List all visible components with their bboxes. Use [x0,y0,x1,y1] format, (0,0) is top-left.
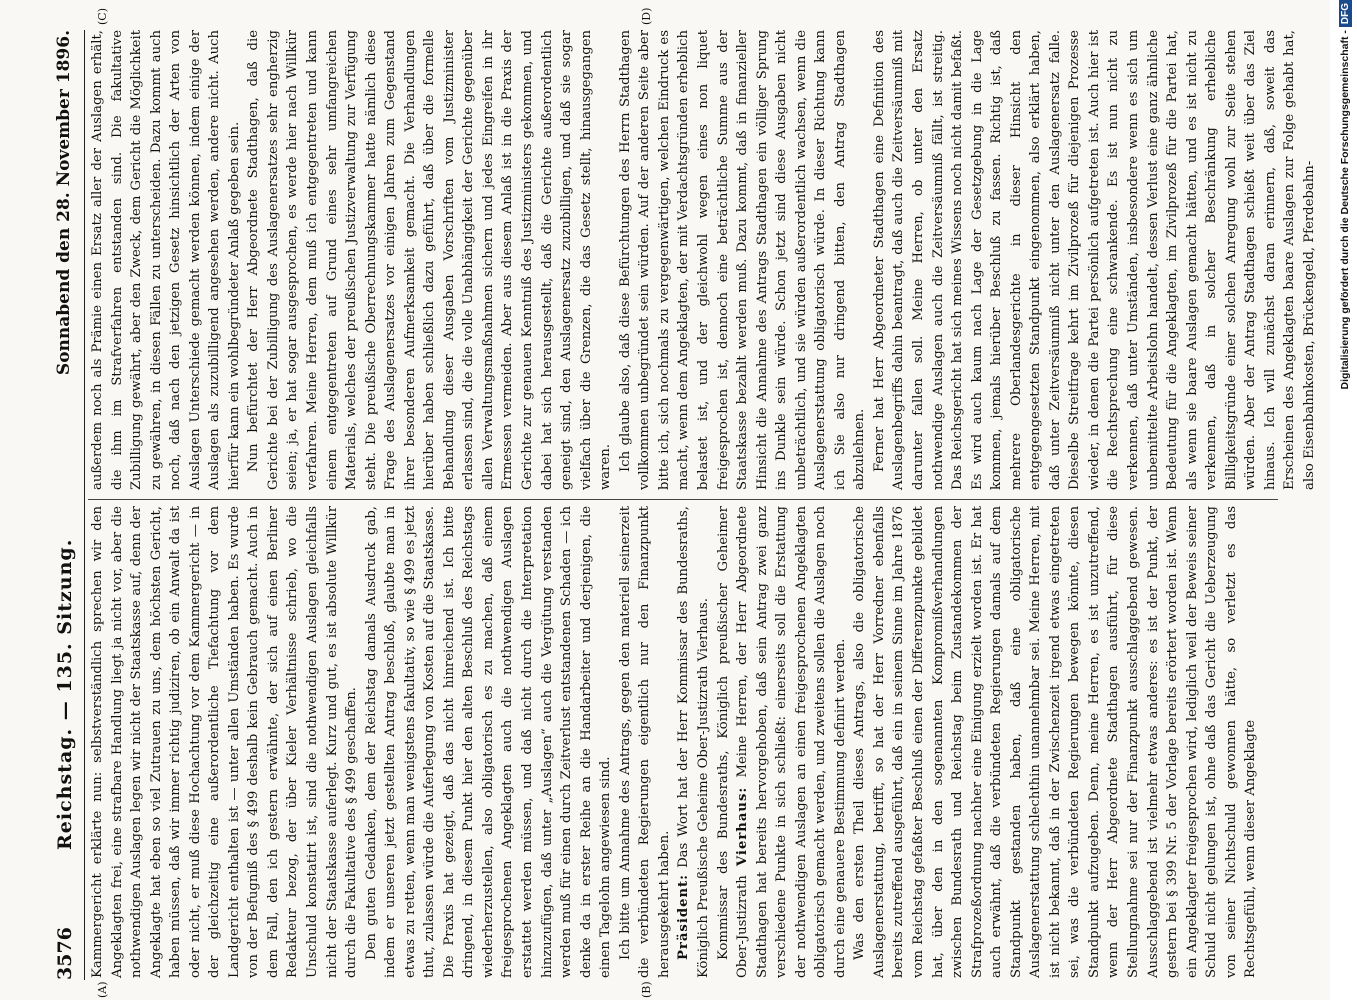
margin-mark-b: (B) [640,981,653,998]
paragraph: Den guten Gedanken, dem der Reichstag damals Ausdruck gab, indem er unseren jetzt gestellten Antrag beschloß, glaubte man in etwas zu retten, wenn man wenigstens fakultativ, so wie § 499 es jetzt thut, zulassen würde die Auferlegung von Kosten auf die Staatskasse. Die Praxis hat gezeigt, daß das nicht hinreichend ist. Ich bitte dringend, in diesem Punkt hier den alten Beschluß des Reichstags wiederherzustellen, also obligatorisch es zu machen, daß einem freigesprochenen Angeklagten auch die nothwendigen Auslagen erstattet werden müssen, und daß nicht durch die Interpretation hinzuzufügen, daß unter „Auslagen“ auch die Vergütung verstanden werden muß für einen durch Zeitverlust entstandenen Schaden — ich denke da in erster Reihe an die Handarbeiter und derjenigen, die einen Tagelohn angewiesen sind. [363,506,614,978]
paragraph: Kommissar des Bundesraths, Königlich preußischer Geheimer Ober-Justizrath Vierhaus: Meine Herren, der Herr Abgeordnete Stadthagen hat bereits hervorgehoben, daß sein Antrag zwei ganz verschiedene Punkte in sich schließt: einerseits soll die Erstattung der nothwendigen Auslagen an einen freigesprochenen Angeklagten obligatorisch gemacht werden, und zweitens sollen die Auslagen noch durch eine genauere Bestimmung definirt werden. [715,506,848,978]
speaker-name: Vierhaus: [735,786,751,867]
margin-mark-d: (D) [640,7,653,25]
margin-mark-a: (A) [96,981,109,998]
paragraph: Nun befürchtet der Herr Abgeordnete Stadthagen, daß die Gerichte bei der Zubilligung des Auslagenersatzes sehr engherzig seien; ja, er hat sogar ausgesprochen, es werde hier nach Willkür verfahren. Meine Herren, dem muß ich entgegentreten und kann einem entgegentreten auf Grund eines sehr umfangreichen Materials, welches der preußischen Justizverwaltung zur Verfügung steht. Die preußische Oberrechnungskammer hatte nämlich diese Frage des Auslagenersatzes vor einigen Jahren zum Gegenstand ihrer besonderen Aufmerksamkeit gemacht. Die Verhandlungen hierüber haben schließlich dazu geführt, daß über die formelle Behandlung dieser Ausgaben Vorschriften vom Justizminister erlassen sind, die die volle Unabhängigkeit der Gerichte gegenüber allen Verwaltungsmaßnahmen sichern und jedes Eingreifen in ihr Ermessen vermeiden. Aber aus diesem Anlaß ist in die Praxis der Gerichte zur genauen Kenntniß des Justizministers gekommen, und dabei hat sich herausgestellt, daß die Gerichte außerordentlich geneigt sind, den Auslagenersatz zuzubilligen, und daß sie sogar vielfach über die Grenzen, die das Gesetz stellt, hinausgegangen waren. [246,30,614,490]
page-title: Reichstag. — 135. Sitzung. [54,538,76,850]
digitization-sidebar [1331,0,1353,1000]
session-date: Sonnabend den 28. November 1896. [54,30,74,376]
left-column [88,506,1278,978]
funding-notice [1334,0,1356,1000]
paragraph: Ich glaube also, daß diese Befürchtungen des Herrn Stadthagen vollkommen unbegründet sein würden. Auf der anderen Seite aber bitte ich, sich nochmals zu vergegenwärtigen, welchen Eindruck es macht, wenn dem Angeklagten, der mit Verdachtsgründen erheblich belastet ist, und der gleichwohl wegen eines non liquet freigesprochen ist, dennoch eine beträchtliche Summe aus der Staatskasse bezahlt werden muß. Dazu kommt, daß in finanzieller Hinsicht die Annahme des Antrags Stadthagen ein völliger Sprung ins Dunkle sein würde. Schon jetzt sind diese Ausgaben nicht unbeträchtlich, und sie würden außerordentlich wachsen, wenn die Auslagenerstattung obligatorisch würde. In dieser Richtung kann ich Sie also nur dringend bitten, den Antrag Stadthagen abzulehnen. [617,30,868,490]
paragraph: Präsident: Das Wort hat der Herr Kommissar des Bundesraths, Königlich Preußische Geheime Ober-Justizrath Vierhaus. [676,506,711,978]
paragraph: Kammergericht erklärte nun: selbstverständlich sprechen wir den Angeklagten frei, eine strafbare Handlung liegt ja nicht vor, aber die nothwendigen Auslagen legen wir nicht der Staatskasse auf, denn der Angeklagte hat eben so viel Zutrauen zu uns, dem höchsten Gericht, haben müssen, daß wir immer richtig judiziren, ob ein Anwalt da ist oder nicht, er muß diese Hochachtung vor dem Kammergericht — in der gleichzeitig eine außerordentliche Tiefachtung vor dem Landgericht enthalten ist — unter allen Umständen haben. Es wurde von der Befugniß des § 499 deshalb kein Gebrauch gemacht. Auch in dem Fall, den ich gestern erwähnte, der sich auf einen Berliner Redakteur bezog, der über Kieler Verhältnisse schrieb, wo die Unschuld konstatirt ist, sind die nothwendigen Auslagen gleichfalls nicht der Staatskasse auferlegt. Kurz und gut, es ist absolute Willkür durch die Fakultative des § 499 geschaffen. [90,506,360,978]
paragraph: außerdem noch als Prämie einen Ersatz aller der Auslagen erhält, die ihm im Strafverfahren entstanden sind. Die fakultative Zubilligung gewährt, aber den Zweck, dem Gericht die Möglichkeit zu gewähren, in diesen Fällen zu unterscheiden. Dazu kommt auch noch, daß nach den jetzigen Gesetz hinsichtlich der Arten von Auslagen Unterschiede gemacht werden können, indem einige der Auslagen als zuzubilligend angesehen werden, andere nicht. Auch hierfür kann ein wohlbegründeter Anlaß gegeben sein. [90,30,242,490]
speaker-name: Präsident: [676,873,692,960]
header-rule [84,30,85,980]
right-column [88,30,1317,490]
dfg-logo: DFG [1339,0,1352,27]
column-divider [88,499,1278,500]
paragraph: Was den ersten Theil dieses Antrags, also die obligatorische Auslagenerstattung, betrifft, so hat der Herr Vorredner ebenfalls bereits zutreffend ausgeführt, daß ein in seinem Sinne im Jahre 1876 vom Reichstag gefaßter Beschluß einen der Differenzpunkte gebildet hat, über den in den sogenannten Kompromißverhandlungen zwischen Bundesrath und Reichstag beim Zustandekommen der Strafprozeßordnung nachher eine Einigung erzielt worden ist. Er hat auch erwähnt, daß die verbündeten Regierungen damals auf dem Standpunkt gestanden haben, daß eine obligatorische Auslagenerstattung schlechthin unannehmbar sei. Meine Herren, mit ist nicht bekannt, daß in der Zwischenzeit irgend etwas eingetreten sei, was die verbündeten Regierungen bewegen könnte, diesen Standpunkt aufzugeben. Denn, meine Herren, es ist unzutreffend, wenn der Herr Abgeordnete Stadthagen ausführt, für diese Stellungnahme sei nur der Finanzpunkt ausschlaggebend gewesen. Ausschlaggebend ist vielmehr etwas anderes: es ist der Punkt, der gestern bei § 399 Nr. 5 der Vorlage bereits erörtert worden ist. Wenn ein Angeklagter freigesprochen wird, lediglich weil der Beweis seiner Schuld nicht gelungen ist, ohne daß das Gericht die Ueberzeugung von seiner Nichtschuld gewonnen hätte, so verletzt es das Rechtsgefühl, wenn dieser Angeklagte [852,506,1259,978]
funding-text: Digitalisierung gefördert durch die Deutsche Forschungsgemeinschaft - [1339,30,1351,390]
paragraph: Ich bitte um Annahme des Antrags, gegen den materiell seinerzeit die verbündeten Regierungen eigentlich nur den Finanzpunkt herausgekehrt haben. [617,506,672,978]
paragraph: Ferner hat Herr Abgeordneter Stadthagen eine Definition des Auslagenbegriffs dahin beantragt, daß auch die Zeitversäumniß mit darunter fallen soll. Meine Herren, ob unter den Ersatz nothwendige Auslagen auch die Zeitversäumniß fällt, ist streitig. Das Reichsgericht hat sich meines Wissens noch nicht damit befaßt. Es wird auch kaum nach Lage der Gesetzgebung in die Lage kommen, jemals hierüber Beschluß zu fassen. Richtig ist, daß mehrere Oberlandesgerichte in dieser Hinsicht den entgegengesetzten Standpunkt eingenommen, also erklärt haben, daß unter Zeitversäumniß nicht unter den Auslagenersatz falle. Dieselbe Streitfrage kehrt im Zivilprozeß für diejenigen Prozesse wieder, in denen die Partei persönlich aufgetreten ist. Auch hier ist die Rechtsprechung eine schwankende. Es ist nun nicht zu verkennen, daß unter Umständen, insbesondere wenn es sich um unbemittelte Arbeitslohn handelt, dessen Verlust eine ganz ähnliche Bedeutung für die Angeklagten, im Zivilprozeß für die Partei hat, als wenn sie baare Auslagen gemacht hätten, und es ist nicht zu verkennen, daß in solcher Beschränkung erhebliche Billigkeitsgründe einer solchen Anregung wohl zur Seite stehen würden. Aber der Antrag Stadthagen schießt weit über das Ziel hinaus. Ich will zunächst daran erinnern, daß, soweit das Erscheinen des Angeklagten baare Auslagen zur Folge gehabt hat, also Eisenbahnkosten, Brückengeld, Pferdebahn- [871,30,1317,490]
margin-mark-c: (C) [96,8,109,25]
page-number: 3576 [54,927,76,980]
page-header [50,10,82,990]
